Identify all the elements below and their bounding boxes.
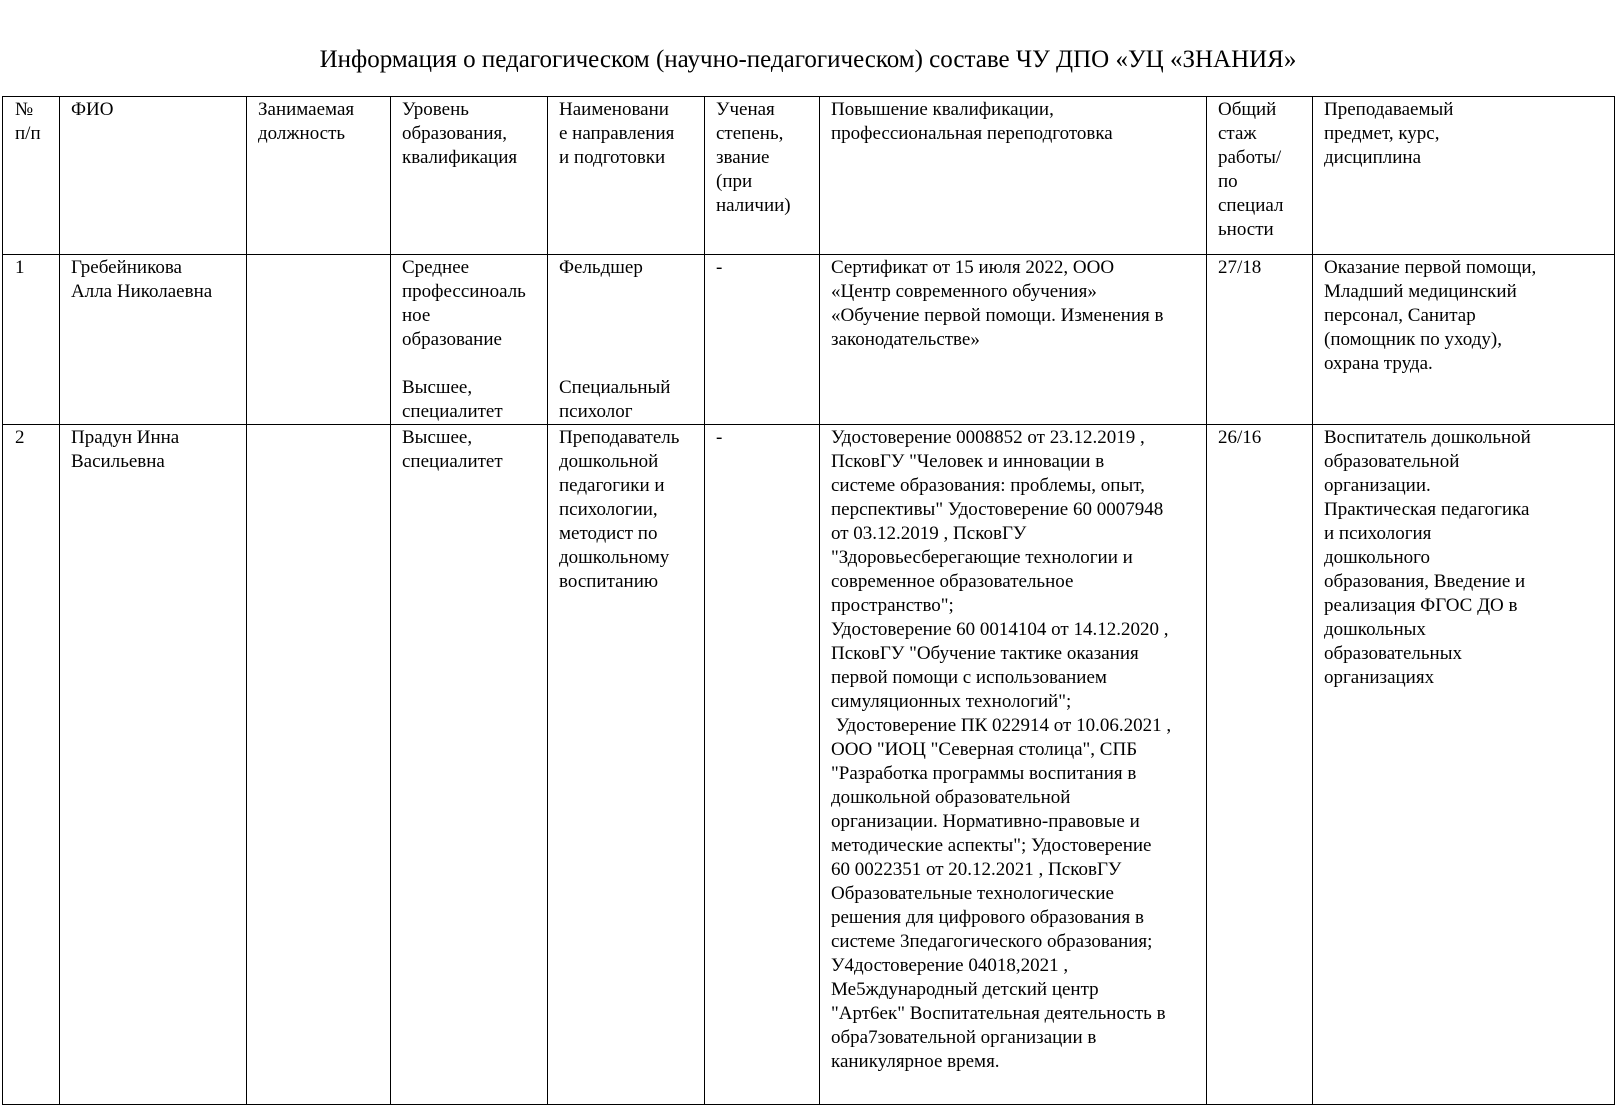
cell-direction: Фельдшер Специальный психолог xyxy=(548,255,705,425)
cell-fio: Прадун Инна Васильевна xyxy=(60,425,247,1105)
header-fio: ФИО xyxy=(60,97,247,255)
table-row xyxy=(3,255,1615,425)
header-education: Уровень образования, квалификация xyxy=(391,97,548,255)
table-header-row xyxy=(3,97,1615,255)
cell-degree: - xyxy=(705,425,820,1105)
cell-num: 2 xyxy=(3,425,60,1105)
cell-position xyxy=(247,425,391,1105)
cell-education: Среднее профессиноаль ное образование Высшее, специалитет xyxy=(391,255,548,425)
cell-education: Высшее, специалитет xyxy=(391,425,548,1105)
cell-degree: - xyxy=(705,255,820,425)
cell-num: 1 xyxy=(3,255,60,425)
cell-position xyxy=(247,255,391,425)
cell-direction: Преподаватель дошкольной педагогики и психологии, методист по дошкольному воспитанию xyxy=(548,425,705,1105)
cell-subjects: Воспитатель дошкольной образовательной организации. Практическая педагогика и психология дошкольного образования, Введение и реализация ФГОС ДО в дошкольных образовательных организациях xyxy=(1313,425,1615,1105)
table-row xyxy=(3,425,1615,1105)
header-position: Занимаемая должность xyxy=(247,97,391,255)
cell-experience: 27/18 xyxy=(1207,255,1313,425)
cell-experience: 26/16 xyxy=(1207,425,1313,1105)
header-direction: Наименовани е направления и подготовки xyxy=(548,97,705,255)
header-num: № п/п xyxy=(3,97,60,255)
header-experience: Общий стаж работы/ по специал ьности xyxy=(1207,97,1313,255)
cell-fio: Гребейникова Алла Николаевна xyxy=(60,255,247,425)
page-title: Информация о педагогическом (научно-педагогическом) составе ЧУ ДПО «УЦ «ЗНАНИЯ» xyxy=(319,46,1297,73)
header-qualification: Повышение квалификации, профессиональная переподготовка xyxy=(820,97,1207,255)
cell-qualification: Сертификат от 15 июля 2022, ООО «Центр современного обучения» «Обучение первой помощи. Изменения в законодательстве» xyxy=(820,255,1207,425)
header-subjects: Преподаваемый предмет, курс, дисциплина xyxy=(1313,97,1615,255)
cell-qualification: Удостоверение 0008852 от 23.12.2019 , ПсковГУ "Человек и инновации в системе образования: проблемы, опыт, перспективы" Удостоверение 60 0007948 от 03.12.2019 , ПсковГУ "Здоровьесберегающие технологии и современное образовательное пространство"; Удостоверение 60 0014104 от 14.12.2020 , ПсковГУ "Обучение тактике оказания первой помощи с использованием симуляционных технологий"; Удостоверение ПК 022914 от 10.06.2021 , ООО "ИОЦ "Северная столица", СПБ "Разработка программы воспитания в дошкольной образовательной организации. Нормативно-правовые и методические аспекты"; Удостоверение 60 0022351 от 20.12.2021 , ПсковГУ Образовательные технологические решения для цифрового образования в системе 3педагогического образования; У4достоверение 04018,2021 , Ме5ждународный детский центр "Арт6ек" Воспитательная деятельность в обра7зовательной организации в каникулярное время. xyxy=(820,425,1207,1105)
cell-subjects: Оказание первой помощи, Младший медицинский персонал, Санитар (помощник по уходу), охрана труда. xyxy=(1313,255,1615,425)
header-degree: Ученая степень, звание (при наличии) xyxy=(705,97,820,255)
staff-table xyxy=(2,96,1615,1105)
